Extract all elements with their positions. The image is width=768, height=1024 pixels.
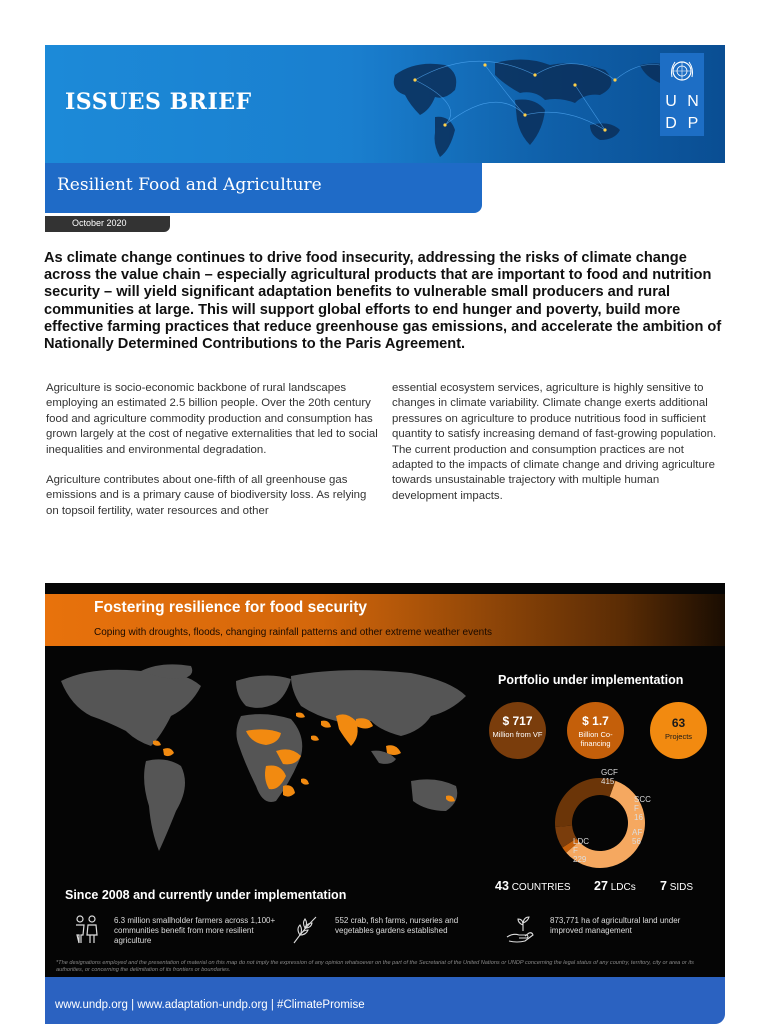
stat-circle-value: 63 — [671, 716, 686, 730]
stat-farmers: 6.3 million smallholder farmers across 1,100+ communities benefit from more resilient agriculture — [114, 916, 276, 945]
footer-bar — [45, 977, 725, 1024]
footer-links[interactable]: www.undp.org | www.adaptation-undp.org | #ClimatePromise — [55, 999, 365, 1011]
stat-circle-value: $ 1.7 — [582, 714, 609, 728]
infographic-panel — [45, 583, 725, 977]
stat-circle-vf-funding — [489, 702, 546, 759]
stat-circle-label: Projects — [664, 732, 693, 741]
infographic-title: Fostering resilience for food security — [94, 599, 368, 616]
donut-label-af: AF 56 — [632, 828, 643, 846]
body-column-left — [46, 381, 381, 534]
count-ldcs: 27 LDCs — [594, 879, 636, 893]
stat-circle-label: Billion Co-financing — [578, 730, 613, 748]
un-emblem-icon — [660, 53, 704, 89]
logo-letter: D — [665, 115, 677, 132]
stat-circle-cofinancing — [567, 702, 624, 759]
body-paragraph: Agriculture contributes about one-fifth of all greenhouse gas emissions and is a primary cause of biodiversity loss. As relying on topsoil fertility, water resources and other — [46, 474, 367, 517]
logo-letter: N — [687, 93, 699, 110]
plant-icon — [290, 913, 320, 945]
body-paragraph: Agriculture is socio-economic backbone of rural landscapes employing an estimated 2.5 billion people. Over the 20th century food and agriculture commodity production and consumption has grown largely at the cost of negative externalities that led to social inequalities and environmental degradation. — [46, 382, 378, 456]
funding-donut-chart — [550, 773, 650, 873]
since-2008-title: Since 2008 and currently under implementation — [65, 888, 347, 902]
world-map-image — [51, 661, 491, 861]
header-banner — [45, 45, 725, 163]
brief-subtitle: Resilient Food and Agriculture — [57, 175, 322, 195]
stat-circle-value: $ 717 — [502, 714, 533, 728]
stat-farms-established: 552 crab, fish farms, nurseries and vegetables gardens established — [335, 916, 459, 935]
donut-label-gcf: GCF 415 — [601, 768, 618, 786]
stat-circle-label: Million from VF — [492, 730, 543, 739]
body-column-right — [392, 381, 727, 519]
hand-seedling-icon — [505, 913, 535, 945]
donut-label-ldcf: LDC F 229 — [573, 837, 590, 864]
body-paragraph: essential ecosystem services, agriculture is highly sensitive to changes in climate variability. Climate change exerts additional pressures on agriculture to produce nutritious food in sufficient quantity to satisfy increasing demand of fast-growing population. The current production and consumption practices are not adapted to the impacts of climate change and driving agriculture towards unsustainable trajectory with multiple human development impacts. — [392, 382, 717, 502]
publication-date: October 2020 — [72, 218, 127, 228]
date-bar — [45, 216, 170, 232]
issues-brief-title: ISSUES BRIEF — [65, 89, 252, 115]
stat-circle-projects — [650, 702, 707, 759]
stat-land-managed: 873,771 ha of agricultural land under improved management — [550, 916, 681, 935]
logo-letter: P — [687, 115, 699, 132]
count-sids: 7 SIDS — [660, 879, 694, 893]
globe-network-image — [375, 45, 695, 163]
infographic-subtitle: Coping with droughts, floods, changing rainfall patterns and other extreme weather events — [94, 627, 493, 638]
lead-paragraph: As climate change continues to drive food insecurity, addressing the risks of climate change across the value chain – especially agricultural products that are important to food and nutrition security – will yield significant adaptation benefits to vulnerable small producers and rural communities at large. This will support global efforts to end hunger and poverty, build more effective farming practices that reduce greenhouse gas emissions, and accelerate the ambition of Nationally Determined Contributions to the Paris Agreement. — [44, 250, 722, 353]
portfolio-title: Portfolio under implementation — [498, 673, 684, 687]
infographic-header — [45, 594, 725, 646]
donut-label-sccf: SCC F 16 — [634, 795, 651, 822]
logo-letter: U — [665, 93, 677, 110]
undp-logo[interactable] — [660, 53, 704, 136]
subtitle-bar — [45, 163, 482, 213]
map-disclaimer: *The designations employed and the presentation of material on this map do not imply the expression of any opinion whatsoever on the part of the Secretariat of the United Nations or UNDP concerning the legal status of any country, territory, city or area or its authorities, or concerning the delimitation of its frontiers or boundaries. — [56, 960, 694, 973]
undp-letters — [660, 91, 704, 135]
farmers-icon — [71, 913, 101, 945]
count-countries: 43 COUNTRIES — [495, 879, 571, 893]
